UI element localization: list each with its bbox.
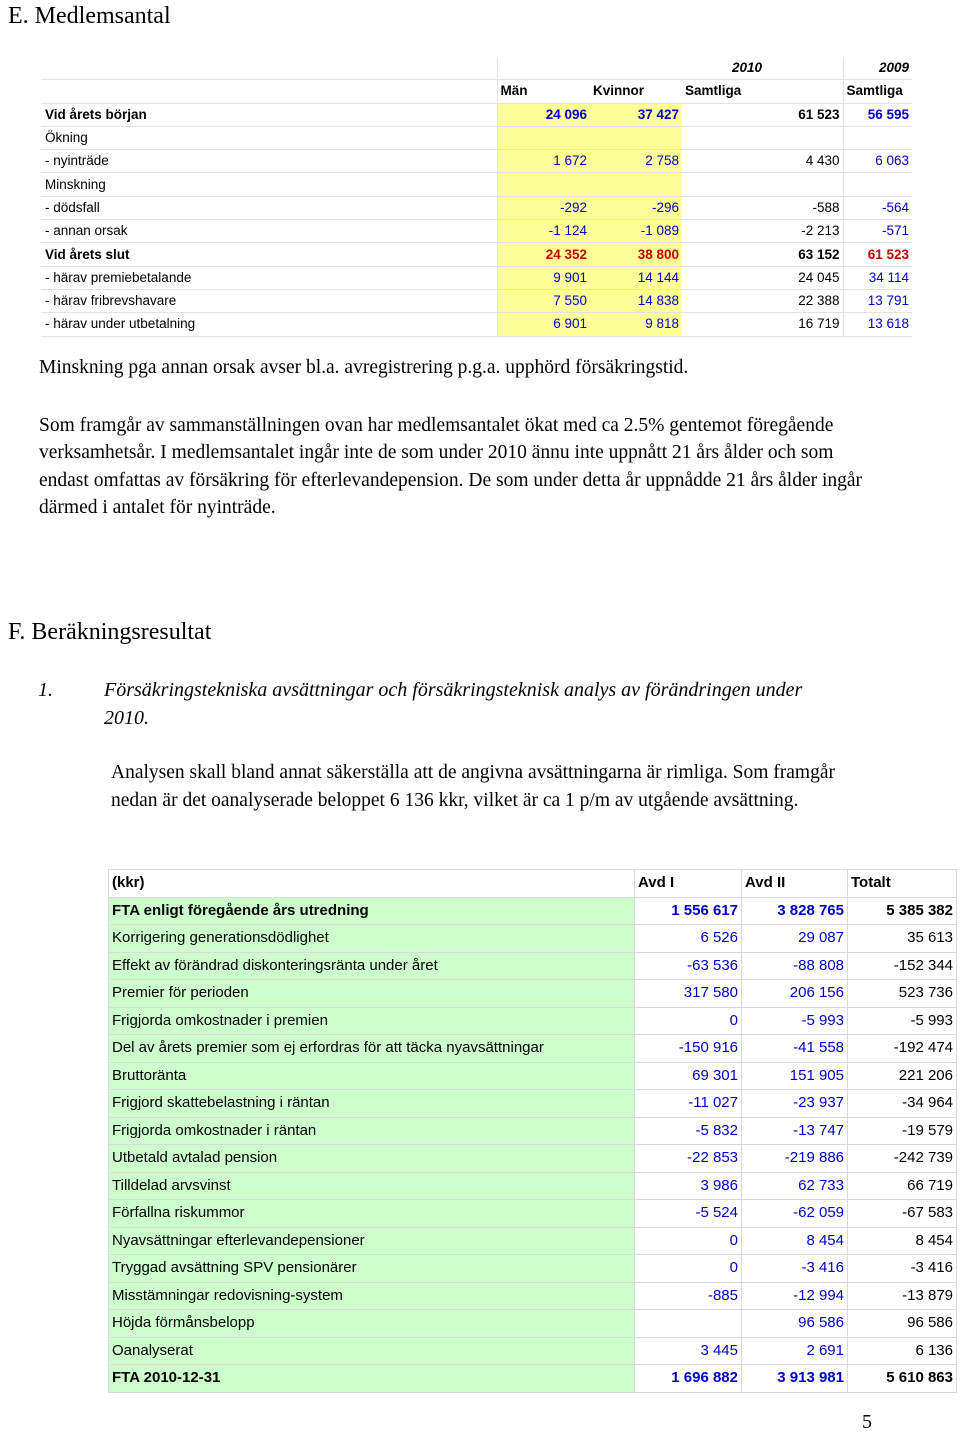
table1-cell [843, 173, 912, 196]
table1-header-2: Samtliga [682, 80, 843, 103]
table1-cell: 22 388 [682, 289, 843, 312]
table1-cell: -1 089 [590, 220, 682, 243]
table2-row-label: Premier för perioden [109, 980, 635, 1008]
table2-cell: -219 886 [742, 1145, 848, 1173]
table1-cell: 16 719 [682, 313, 843, 336]
year-2009-cell: 2009 [843, 57, 912, 80]
table2-row-label: Misstämningar redovisning-system [109, 1282, 635, 1310]
table2-cell: 3 445 [635, 1337, 742, 1365]
table1-cell: 9 818 [590, 313, 682, 336]
table1-cell: 14 144 [590, 266, 682, 289]
table1-row [41, 243, 912, 266]
table1-cell: 13 791 [843, 289, 912, 312]
table1-header-row [41, 80, 912, 103]
table2-row [109, 1090, 957, 1118]
table1-cell: 13 618 [843, 313, 912, 336]
table2-header-0: (kkr) [109, 870, 635, 898]
table2-cell: -22 853 [635, 1145, 742, 1173]
table1-row [41, 196, 912, 219]
text-e [39, 354, 869, 522]
table2-cell: 96 586 [742, 1310, 848, 1338]
table2-cell: 317 580 [635, 980, 742, 1008]
table1-row-label: Ökning [41, 126, 497, 149]
table1-cell: 6 901 [497, 313, 590, 336]
analysis-table [108, 869, 957, 1393]
year-2010-cell: 2010 [497, 57, 774, 80]
table2-row-label: Förfallna riskummor [109, 1200, 635, 1228]
table1-row [41, 266, 912, 289]
table2-cell: -41 558 [742, 1035, 848, 1063]
table2-row [109, 1172, 957, 1200]
table2-cell: 221 206 [848, 1062, 957, 1090]
section-f-heading: F. Beräkningsresultat [8, 619, 212, 645]
table2-row-label: Nyavsättningar efterlevandepensioner [109, 1227, 635, 1255]
table2-row-label: Effekt av förändrad diskonteringsränta under året [109, 952, 635, 980]
table2-cell: 206 156 [742, 980, 848, 1008]
table2-cell: 3 913 981 [742, 1365, 848, 1393]
table2-row-label: Oanalyserat [109, 1337, 635, 1365]
table2-cell: 2 691 [742, 1337, 848, 1365]
table2-row [109, 1337, 957, 1365]
table2-cell: 29 087 [742, 925, 848, 953]
table1-cell: 4 430 [682, 150, 843, 173]
table1-header-1: Kvinnor [590, 80, 682, 103]
table1-row-label: Vid årets början [41, 103, 497, 126]
table1-row [41, 150, 912, 173]
table2-header-1: Avd I [635, 870, 742, 898]
table2-row [109, 925, 957, 953]
table2-cell: 3 828 765 [742, 897, 848, 925]
table2-cell: -19 579 [848, 1117, 957, 1145]
table1-cell [497, 126, 590, 149]
table2-row [109, 1282, 957, 1310]
table1-cell [590, 126, 682, 149]
table1-corner [41, 57, 497, 80]
table2-cell: 0 [635, 1227, 742, 1255]
table2-cell: 1 696 882 [635, 1365, 742, 1393]
table1-cell: 1 672 [497, 150, 590, 173]
table2-row [109, 1310, 957, 1338]
table2-row [109, 952, 957, 980]
table1-row-label: - härav premiebetalande [41, 266, 497, 289]
table2-row-label: FTA enligt föregående års utredning [109, 897, 635, 925]
table1-row-label: - dödsfall [41, 196, 497, 219]
table1-cell [682, 173, 843, 196]
table1-header-0: Män [497, 80, 590, 103]
table2-row [109, 1035, 957, 1063]
table1-cell: 24 352 [497, 243, 590, 266]
table2-row-label: Utbetald avtalad pension [109, 1145, 635, 1173]
table1-cell [682, 126, 843, 149]
table2-row-label: Frigjorda omkostnader i räntan [109, 1117, 635, 1145]
table2-cell: 151 905 [742, 1062, 848, 1090]
table1-cell [497, 173, 590, 196]
membership-table [41, 57, 912, 337]
table2-row [109, 1255, 957, 1283]
table2-row [109, 897, 957, 925]
table2-cell: -88 808 [742, 952, 848, 980]
table1-cell: 38 800 [590, 243, 682, 266]
table2-cell: 5 610 863 [848, 1365, 957, 1393]
table1-row [41, 126, 912, 149]
table2-cell: -885 [635, 1282, 742, 1310]
table2-row-label: Korrigering generationsdödlighet [109, 925, 635, 953]
item-title: Försäkringstekniska avsättningar och försäkringsteknisk analys av förändringen under 2010. [104, 679, 803, 729]
table2-cell: -5 993 [848, 1007, 957, 1035]
table2-row-label: Frigjorda omkostnader i premien [109, 1007, 635, 1035]
paragraph-annan-orsak: Minskning pga annan orsak avser bl.a. avregistrering p.g.a. upphörd försäkringstid. [39, 357, 689, 378]
table2-cell: 35 613 [848, 925, 957, 953]
table2-row [109, 1062, 957, 1090]
table1-row [41, 103, 912, 126]
table2-row-label: Bruttoränta [109, 1062, 635, 1090]
table2-cell: 0 [635, 1007, 742, 1035]
table2-cell: -5 993 [742, 1007, 848, 1035]
table2-cell: 69 301 [635, 1062, 742, 1090]
table1-cell: 24 096 [497, 103, 590, 126]
table1-cell: 14 838 [590, 289, 682, 312]
table1-cell: 24 045 [682, 266, 843, 289]
table1-cell: -564 [843, 196, 912, 219]
table2-row [109, 1145, 957, 1173]
table2-row-label: FTA 2010-12-31 [109, 1365, 635, 1393]
table2-cell: 3 986 [635, 1172, 742, 1200]
table2-cell: -152 344 [848, 952, 957, 980]
table1-cell: -1 124 [497, 220, 590, 243]
table2-row [109, 980, 957, 1008]
table2-cell: 0 [635, 1255, 742, 1283]
table1-cell: 9 901 [497, 266, 590, 289]
table1-cell: 6 063 [843, 150, 912, 173]
table2-cell: -3 416 [848, 1255, 957, 1283]
table1-cell: 63 152 [682, 243, 843, 266]
table2-cell: -192 474 [848, 1035, 957, 1063]
table1-cell: -296 [590, 196, 682, 219]
item-number: 1. [38, 679, 53, 701]
table2-row [109, 1227, 957, 1255]
table2-row-label: Tryggad avsättning SPV pensionärer [109, 1255, 635, 1283]
table1-cell: 34 114 [843, 266, 912, 289]
table2-cell: -5 524 [635, 1200, 742, 1228]
table1-cell: 61 523 [843, 243, 912, 266]
table1-row [41, 220, 912, 243]
table1-header-3: Samtliga [843, 80, 912, 103]
table1-year-row [41, 57, 912, 80]
table2-row [109, 1007, 957, 1035]
table2-header-3: Totalt [848, 870, 957, 898]
table1-cell: 2 758 [590, 150, 682, 173]
table1-cell: -588 [682, 196, 843, 219]
table1-row-label: - härav under utbetalning [41, 313, 497, 336]
paragraph-analysen: Analysen skall bland annat säkerställa att de angivna avsättningarna är rimliga. Som framgår nedan är det oanalyserade beloppet 6 136 kkr, vilket är ca 1 p/m av utgående avsättning. [111, 762, 835, 811]
table2-cell: -5 832 [635, 1117, 742, 1145]
table1-cell: 37 427 [590, 103, 682, 126]
table1-spacer [774, 57, 843, 80]
table1-row [41, 289, 912, 312]
page-number: 5 [862, 1411, 872, 1433]
table2-cell: -62 059 [742, 1200, 848, 1228]
table2-cell: 6 526 [635, 925, 742, 953]
table2-row [109, 1365, 957, 1393]
table2-cell: -23 937 [742, 1090, 848, 1118]
table2-cell: -150 916 [635, 1035, 742, 1063]
table2-cell: -11 027 [635, 1090, 742, 1118]
table1-row-label: - nyinträde [41, 150, 497, 173]
table2-cell: -3 416 [742, 1255, 848, 1283]
table2-row-label: Del av årets premier som ej erfordras för att täcka nyavsättningar [109, 1035, 635, 1063]
table1-row-label: Minskning [41, 173, 497, 196]
table1-row [41, 173, 912, 196]
table1-row-label: Vid årets slut [41, 243, 497, 266]
table2-cell: -242 739 [848, 1145, 957, 1173]
table1-cell: -571 [843, 220, 912, 243]
table2-cell [635, 1310, 742, 1338]
table2-cell: -63 536 [635, 952, 742, 980]
table2-cell: -34 964 [848, 1090, 957, 1118]
table2-cell: 5 385 382 [848, 897, 957, 925]
table2-cell: 8 454 [742, 1227, 848, 1255]
table1-cell: -2 213 [682, 220, 843, 243]
table1-row-label: - annan orsak [41, 220, 497, 243]
table2-cell: 66 719 [848, 1172, 957, 1200]
table2-row [109, 1117, 957, 1145]
table2-cell: -13 879 [848, 1282, 957, 1310]
table2-row-label: Höjda förmånsbelopp [109, 1310, 635, 1338]
table1-row-label: - härav fribrevshavare [41, 289, 497, 312]
table2-cell: 1 556 617 [635, 897, 742, 925]
table2-row [109, 1200, 957, 1228]
table1-header-blank [41, 80, 497, 103]
table2-header-row [109, 870, 957, 898]
table2-cell: 8 454 [848, 1227, 957, 1255]
table2-header-2: Avd II [742, 870, 848, 898]
table2-cell: -67 583 [848, 1200, 957, 1228]
table1-cell: -292 [497, 196, 590, 219]
table1-cell: 56 595 [843, 103, 912, 126]
table1-cell: 7 550 [497, 289, 590, 312]
table2-cell: 6 136 [848, 1337, 957, 1365]
table2-cell: 62 733 [742, 1172, 848, 1200]
table2-cell: 523 736 [848, 980, 957, 1008]
table1-cell [843, 126, 912, 149]
table2-row-label: Tilldelad arvsvinst [109, 1172, 635, 1200]
section-e-heading: E. Medlemsantal [8, 3, 171, 29]
table2-cell: 96 586 [848, 1310, 957, 1338]
table1-cell [590, 173, 682, 196]
table2-row-label: Frigjord skattebelastning i räntan [109, 1090, 635, 1118]
table2-cell: -13 747 [742, 1117, 848, 1145]
table2-cell: -12 994 [742, 1282, 848, 1310]
table1-cell: 61 523 [682, 103, 843, 126]
paragraph-medlemsantal: Som framgår av sammanställningen ovan har medlemsantalet ökat med ca 2.5% gentemot föregående verksamhetsår. I medlemsantalet ingår inte de som under 2010 ännu inte uppnått 21 års ålder och som endast omfattas av försäkring för efterlevandepension. De som under detta år uppnådde 21 års ålder ingår därmed i antalet för nyinträde. [39, 414, 863, 518]
table1-row [41, 313, 912, 336]
